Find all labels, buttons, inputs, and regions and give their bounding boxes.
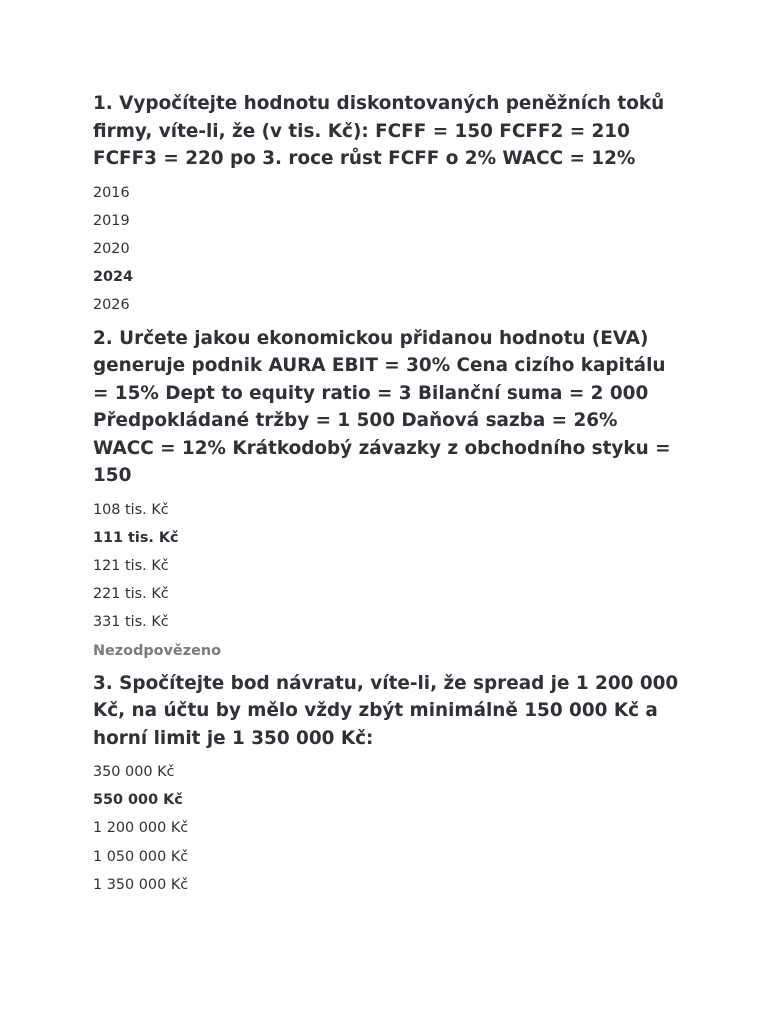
question-2-status: Nezodpovězeno — [93, 642, 221, 659]
question-3-option-a: 350 000 Kč — [93, 764, 175, 781]
question-2 — [93, 325, 683, 665]
question-1-option-d-correct: 2024 — [93, 269, 134, 286]
question-2-options — [93, 496, 683, 637]
question-1-text: 1. Vypočítejte hodnotu diskontovaných peněžních toků firmy, víte-li, že (v tis. Kč): FCFF = 150 FCFF2 = 210 FCFF3 = 220 po 3. roce růst FCFF o 2% WACC = 12% — [93, 93, 665, 169]
question-3-option-e: 1 350 000 Kč — [93, 876, 189, 893]
question-2-option-b-correct: 111 tis. Kč — [93, 529, 179, 546]
question-3-text: 3. Spočítejte bod návratu, víte-li, že spread je 1 200 000 Kč, na účtu by mělo vždy zbýt minimálně 150 000 Kč a horní limit je 1 350 000 Kč: — [93, 672, 679, 749]
question-3-options — [93, 758, 683, 899]
question-3-option-b-correct: 550 000 Kč — [93, 792, 183, 809]
question-2-text: 2. Určete jakou ekonomickou přidanou hodnotu (EVA) generuje podnik AURA EBIT = 30% Cena cizího kapitálu = 15% Dept to equity ratio = 3 Bilanční suma = 2 000 Předpokládané tržby = 1 500 Daňová sazba = 26% WACC = 12% Krátkodobý závazky z obchodního styku = 150 — [93, 327, 671, 487]
question-2-option-e: 331 tis. Kč — [93, 614, 169, 631]
question-1-options — [93, 179, 683, 320]
question-1 — [93, 90, 683, 320]
question-2-option-c: 121 tis. Kč — [93, 557, 169, 574]
question-3-option-d: 1 050 000 Kč — [93, 848, 189, 865]
question-1-option-b: 2019 — [93, 212, 130, 229]
question-3 — [93, 670, 683, 900]
question-1-option-e: 2026 — [93, 297, 130, 314]
document-body — [93, 90, 683, 904]
question-2-option-d: 221 tis. Kč — [93, 586, 169, 603]
question-2-option-a: 108 tis. Kč — [93, 501, 169, 518]
question-1-option-a: 2016 — [93, 184, 130, 201]
question-3-option-c: 1 200 000 Kč — [93, 820, 189, 837]
question-1-option-c: 2020 — [93, 240, 130, 257]
